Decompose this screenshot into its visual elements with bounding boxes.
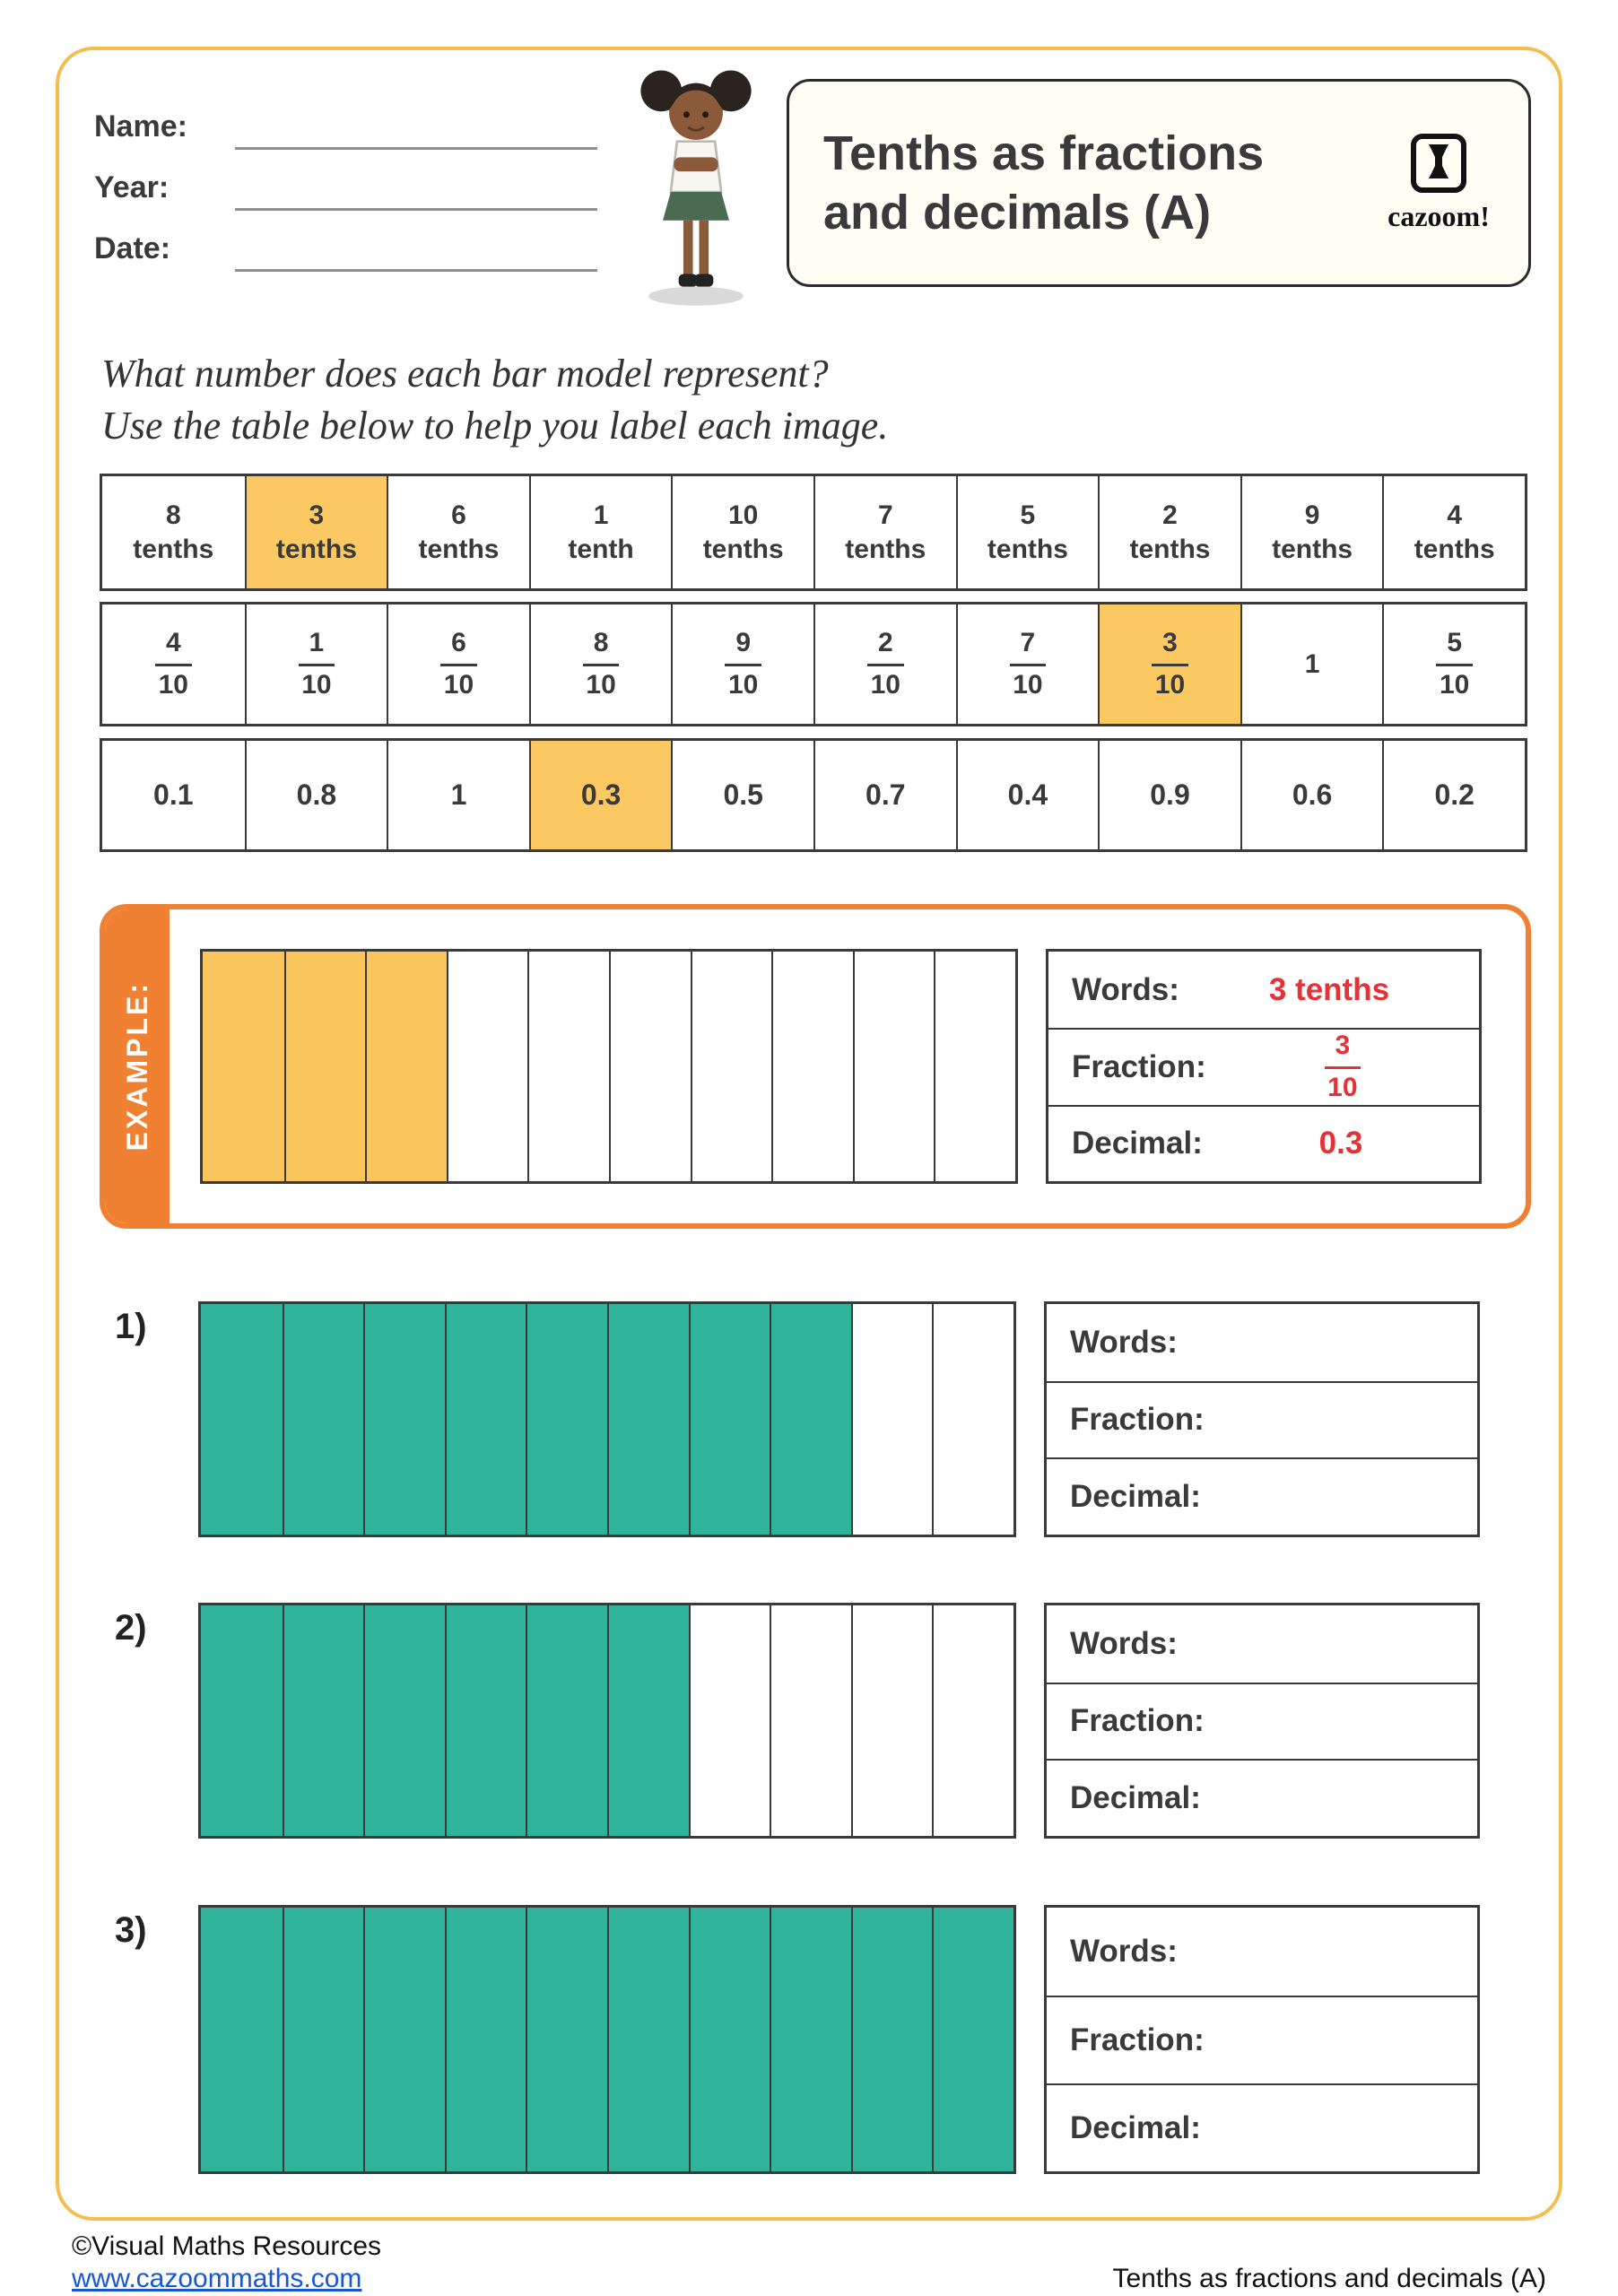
words-label: Words: [1070, 1324, 1178, 1360]
bar-segment-empty [851, 1605, 933, 1836]
decimal-label: Decimal: [1070, 1479, 1201, 1515]
fractions-cell: $\frac{3}{10}$ [1098, 604, 1240, 724]
year-underline [235, 172, 597, 211]
year-label: Year: [94, 170, 170, 204]
bar-segment-empty [447, 952, 528, 1181]
example-answer-box [1046, 949, 1482, 1184]
example-tab [105, 909, 170, 1223]
exercise-3-number: 3) [115, 1910, 147, 1950]
fractions-row [100, 602, 1527, 726]
cazoom-logo-icon [1411, 134, 1466, 198]
answer-row-fraction [1047, 1996, 1477, 2083]
bar-segment-filled [689, 1908, 770, 2171]
decimals-cell: 0.3 [529, 741, 672, 849]
bar-segment-filled [363, 1304, 445, 1535]
bar-segment-filled [607, 1304, 689, 1535]
bar-segment-filled [201, 1304, 283, 1535]
decimals-cell: 0.5 [671, 741, 813, 849]
bar-segment-filled [283, 1908, 364, 2171]
bar-segment-filled [201, 1605, 283, 1836]
instructions-line1: What number does each bar model represent? [101, 352, 829, 396]
exercise-2-bar-model [198, 1603, 1016, 1839]
words-cell: 5 tenths [956, 476, 1099, 588]
exercise-2 [0, 1603, 1618, 1839]
bar-segment-empty [691, 952, 772, 1181]
cazoom-logo [1367, 134, 1528, 233]
words-cell: 3 tenths [245, 476, 387, 588]
cazoommaths-link[interactable]: www.cazoommaths.com [72, 2264, 362, 2293]
bar-segment-empty [932, 1605, 1013, 1836]
exercise-1-bar-model [198, 1301, 1016, 1537]
bar-segment-filled [526, 1605, 607, 1836]
bar-segment-empty [609, 952, 691, 1181]
example-fraction-numerator: 3 [1325, 1031, 1361, 1069]
bar-segment-filled [283, 1605, 364, 1836]
bar-segment-filled [203, 952, 284, 1181]
decimal-label: Decimal: [1070, 1780, 1201, 1816]
bar-segment-filled [607, 1605, 689, 1836]
exercise-2-number: 2) [115, 1608, 147, 1648]
fraction-label: Fraction: [1070, 1703, 1205, 1739]
words-row [100, 474, 1527, 591]
answer-row-fraction [1047, 1381, 1477, 1458]
copyright-text: ©Visual Maths Resources [72, 2231, 382, 2261]
bar-segment-filled [932, 1908, 1013, 2171]
example-section [100, 904, 1531, 1229]
bar-segment-empty [932, 1304, 1013, 1535]
bar-segment-filled [201, 1908, 283, 2171]
example-fraction-value [1206, 1031, 1479, 1104]
example-words-value: 3 tenths [1268, 971, 1390, 1007]
example-tab-label: EXAMPLE: [120, 981, 153, 1152]
instructions-line2: Use the table below to help you label each image. [101, 404, 889, 448]
decimals-cell: 0.2 [1382, 741, 1525, 849]
fractions-cell: $\frac{5}{10}$ [1382, 604, 1525, 724]
footer-worksheet-title: Tenths as fractions and decimals (A) [1112, 2264, 1546, 2293]
fractions-cell: $\frac{2}{10}$ [813, 604, 956, 724]
bar-segment-empty [771, 952, 853, 1181]
decimals-row [100, 738, 1527, 852]
fraction-label: Fraction: [1072, 1048, 1206, 1084]
date-label: Date: [94, 231, 171, 265]
fractions-cell: $\frac{7}{10}$ [956, 604, 1099, 724]
fractions-cell: $\frac{9}{10}$ [671, 604, 813, 724]
words-cell: 8 tenths [133, 500, 214, 564]
bar-segment-filled [445, 1605, 526, 1836]
words-cell: 6 tenths [387, 476, 529, 588]
worksheet-title [789, 124, 1367, 242]
bar-segment-filled [770, 1908, 851, 2171]
bar-segment-empty [527, 952, 609, 1181]
answer-row-decimal [1047, 1759, 1477, 1836]
fractions-cell: 1 [1240, 604, 1383, 724]
bar-segment-filled [365, 952, 447, 1181]
answer-row-words [1047, 1908, 1477, 1996]
title-box [787, 79, 1531, 287]
example-decimal-value: 0.3 [1318, 1126, 1363, 1161]
fractions-cell: $\frac{4}{10}$ [102, 604, 245, 724]
example-fraction-denominator: 10 [1327, 1072, 1358, 1102]
words-label: Words: [1072, 971, 1179, 1007]
exercise-1-number: 1) [115, 1307, 147, 1346]
bar-segment-filled [445, 1908, 526, 2171]
answer-row-words [1048, 952, 1479, 1028]
worksheet-title-line2: and decimals (A) [823, 186, 1212, 239]
exercise-1 [0, 1301, 1618, 1537]
words-cell: 4 tenths [1382, 476, 1525, 588]
bar-segment-filled [283, 1304, 364, 1535]
example-bar-model [200, 949, 1018, 1184]
instructions [101, 348, 888, 452]
words-cell: 2 tenths [1098, 476, 1240, 588]
words-label: Words: [1070, 1625, 1178, 1661]
bar-segment-empty [689, 1605, 770, 1836]
words-label: Words: [1070, 1934, 1178, 1969]
fraction-label: Fraction: [1070, 2022, 1205, 2057]
bar-segment-filled [689, 1304, 770, 1535]
exercise-3 [0, 1905, 1618, 2174]
decimal-label: Decimal: [1072, 1126, 1203, 1161]
date-underline [235, 233, 597, 272]
bar-segment-filled [607, 1908, 689, 2171]
decimals-cell: 0.9 [1098, 741, 1240, 849]
exercise-3-answer-box [1044, 1905, 1480, 2174]
bar-segment-filled [363, 1908, 445, 2171]
bar-segment-filled [284, 952, 366, 1181]
words-cell: 7 tenths [813, 476, 956, 588]
exercise-2-answer-box [1044, 1603, 1480, 1839]
exercise-1-answer-box [1044, 1301, 1480, 1537]
words-cell: 10 tenths [671, 476, 813, 588]
decimals-cell: 0.4 [956, 741, 1099, 849]
fractions-cell: $\frac{8}{10}$ [529, 604, 672, 724]
bar-segment-empty [851, 1304, 933, 1535]
decimals-cell: 1 [387, 741, 529, 849]
fraction-label: Fraction: [1070, 1402, 1205, 1438]
bar-segment-filled [445, 1304, 526, 1535]
fractions-cell: $\frac{1}{10}$ [245, 604, 387, 724]
words-cell: 9 tenths [1240, 476, 1383, 588]
bar-segment-filled [851, 1908, 933, 2171]
words-cell: 1 tenth [529, 476, 672, 588]
worksheet-title-line1: Tenths as fractions [823, 126, 1265, 180]
answer-row-decimal [1048, 1105, 1479, 1181]
answer-row-fraction [1048, 1028, 1479, 1104]
answer-row-words [1047, 1304, 1477, 1381]
bar-segment-filled [526, 1304, 607, 1535]
bar-segment-empty [934, 952, 1015, 1181]
name-underline [235, 111, 597, 150]
bar-segment-filled [770, 1304, 851, 1535]
name-label: Name: [94, 109, 187, 144]
decimals-cell: 0.6 [1240, 741, 1383, 849]
example-content [170, 909, 1526, 1223]
decimals-cell: 0.7 [813, 741, 956, 849]
answer-row-decimal [1047, 1457, 1477, 1535]
answer-row-decimal [1047, 2083, 1477, 2171]
bar-segment-filled [526, 1908, 607, 2171]
girl-character-illustration [617, 65, 775, 307]
decimals-cell: 0.8 [245, 741, 387, 849]
bar-segment-filled [363, 1605, 445, 1836]
bar-segment-empty [853, 952, 935, 1181]
bar-segment-empty [770, 1605, 851, 1836]
decimal-label: Decimal: [1070, 2110, 1201, 2145]
exercise-3-bar-model [198, 1905, 1016, 2174]
fractions-cell: $\frac{6}{10}$ [387, 604, 529, 724]
answer-row-words [1047, 1605, 1477, 1683]
cazoom-logo-text: cazoom! [1387, 199, 1490, 232]
decimals-cell: 0.1 [153, 778, 194, 811]
answer-row-fraction [1047, 1683, 1477, 1760]
